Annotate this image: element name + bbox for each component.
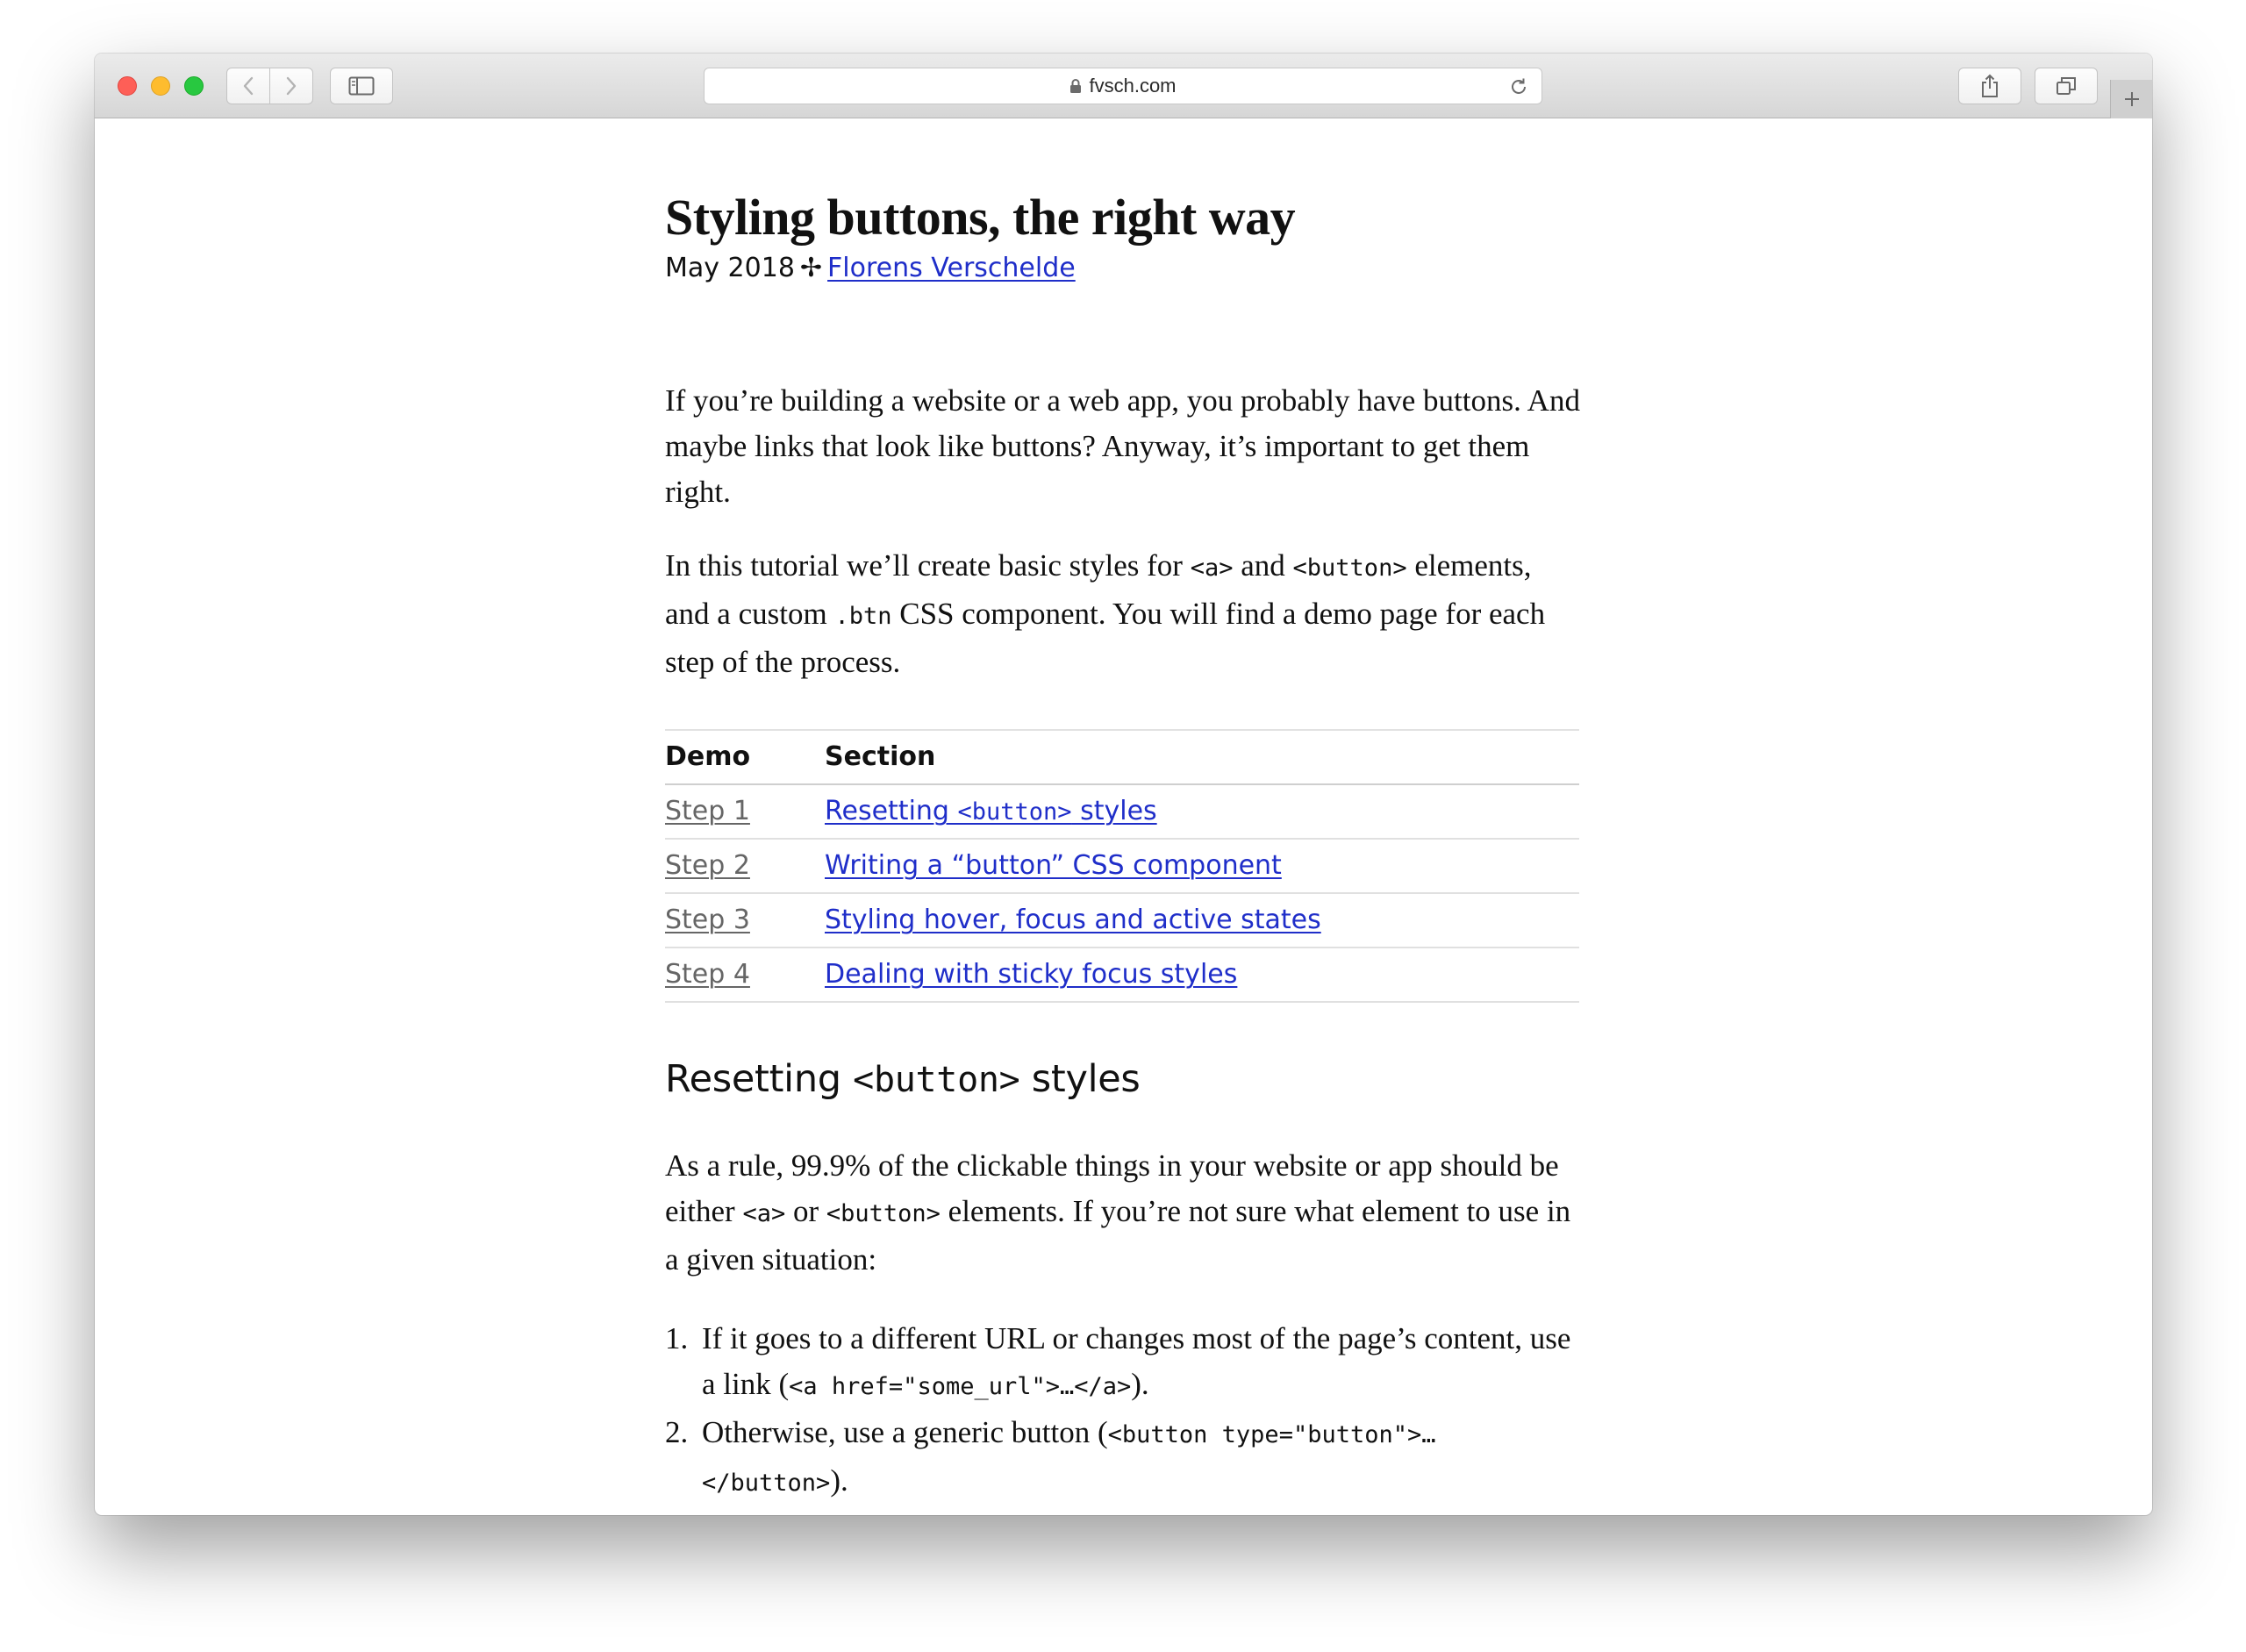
list-number: 2. — [665, 1414, 689, 1449]
table-row — [665, 948, 1579, 1002]
share-icon — [1980, 74, 1999, 98]
inline-code: <button> — [853, 1059, 1020, 1100]
table-row — [665, 893, 1579, 948]
list-item-text — [702, 1410, 1582, 1506]
demo-step-link[interactable]: Step 3 — [665, 905, 750, 936]
byline-separator: ✢ — [799, 252, 823, 283]
browser-toolbar — [95, 54, 2152, 118]
plus-icon — [2123, 90, 2141, 108]
address-url: fvsch.com — [1089, 75, 1177, 97]
article — [665, 190, 1582, 1506]
demo-cell — [665, 839, 825, 893]
byline — [665, 253, 1582, 283]
text: ). — [830, 1462, 848, 1498]
close-window-button[interactable] — [118, 76, 137, 96]
demo-cell — [665, 948, 825, 1002]
back-button[interactable] — [226, 68, 270, 104]
table-header-section: Section — [825, 730, 1579, 784]
text: styles — [1019, 1056, 1141, 1101]
tabs-icon — [2056, 76, 2077, 96]
author-link[interactable]: Florens Verschelde — [827, 252, 1076, 283]
publish-date: May 2018 — [665, 252, 795, 283]
reload-icon[interactable] — [1508, 76, 1529, 97]
intro-paragraph-2 — [665, 543, 1582, 685]
inline-code: <a> — [742, 1199, 786, 1227]
text: Resetting — [665, 1056, 854, 1101]
demo-step-link[interactable]: Step 4 — [665, 959, 750, 990]
text: and — [1233, 547, 1293, 583]
list-item-text — [702, 1316, 1582, 1410]
browser-window — [95, 54, 2152, 1515]
back-chevron-icon — [242, 75, 254, 97]
section-cell — [825, 893, 1579, 948]
list-item — [665, 1316, 1582, 1410]
text: As a rule, 99.9% of the clickable things in your website or app should be either — [665, 1148, 1559, 1228]
text: or — [785, 1193, 826, 1228]
lock-icon — [1069, 78, 1082, 94]
table-row — [665, 784, 1579, 839]
section-cell — [825, 948, 1579, 1002]
sidebar-toggle-button[interactable] — [330, 68, 393, 104]
rules-list — [665, 1316, 1582, 1506]
text: CSS component. You will find a demo page for each step of the process. — [665, 596, 1546, 679]
inline-code: .btn — [834, 602, 892, 630]
text: If it goes to a different URL or changes most of the page’s content, use a link ( — [702, 1320, 1571, 1401]
table-header-row — [665, 730, 1579, 784]
inline-code: <a href="some_url">…</a> — [789, 1372, 1132, 1400]
section-link[interactable]: Styling hover, focus and active states — [825, 905, 1321, 936]
sidebar-icon — [348, 76, 375, 96]
section-cell — [825, 839, 1579, 893]
section-heading — [665, 1057, 1582, 1101]
text: In this tutorial we’ll create basic styles for — [665, 547, 1191, 583]
table-header-demo: Demo — [665, 730, 825, 784]
new-tab-button[interactable] — [2110, 80, 2152, 118]
demo-step-link[interactable]: Step 1 — [665, 796, 750, 827]
inline-code: <button> — [1292, 554, 1407, 582]
demo-cell — [665, 893, 825, 948]
text: ). — [1131, 1366, 1149, 1401]
text: elements. If you’re not sure what element to use in a given situation: — [665, 1193, 1571, 1277]
text: Resetting — [825, 796, 958, 827]
section-paragraph — [665, 1143, 1582, 1283]
address-bar[interactable] — [704, 68, 1542, 104]
section-link[interactable]: Dealing with sticky focus styles — [825, 959, 1238, 990]
table-row — [665, 839, 1579, 893]
text: Otherwise, use a generic button ( — [702, 1414, 1108, 1449]
demo-table — [665, 729, 1579, 1003]
section-link[interactable]: Writing a “button” CSS component — [825, 850, 1282, 882]
forward-button[interactable] — [269, 68, 313, 104]
inline-code: <button> — [826, 1199, 941, 1227]
inline-code: <button> — [957, 798, 1072, 826]
text: elements, and a custom — [665, 547, 1532, 631]
minimize-window-button[interactable] — [151, 76, 170, 96]
intro-paragraph-1: If you’re building a website or a web app, you probably have buttons. And maybe links that look like buttons? Anyway, it’s important to get them right. — [665, 383, 1580, 509]
text: styles — [1071, 796, 1157, 827]
zoom-window-button[interactable] — [184, 76, 204, 96]
show-tabs-button[interactable] — [2035, 68, 2098, 104]
inline-code: <button type="button">…</button> — [702, 1420, 1436, 1497]
list-number: 1. — [665, 1320, 689, 1355]
page-title: Styling buttons, the right way — [665, 189, 1296, 246]
forward-chevron-icon — [285, 75, 297, 97]
section-cell — [825, 784, 1579, 839]
demo-step-link[interactable]: Step 2 — [665, 850, 750, 882]
demo-cell — [665, 784, 825, 839]
share-button[interactable] — [1958, 68, 2021, 104]
list-item — [665, 1410, 1582, 1506]
section-link[interactable] — [825, 796, 1157, 826]
inline-code: <a> — [1190, 554, 1234, 582]
